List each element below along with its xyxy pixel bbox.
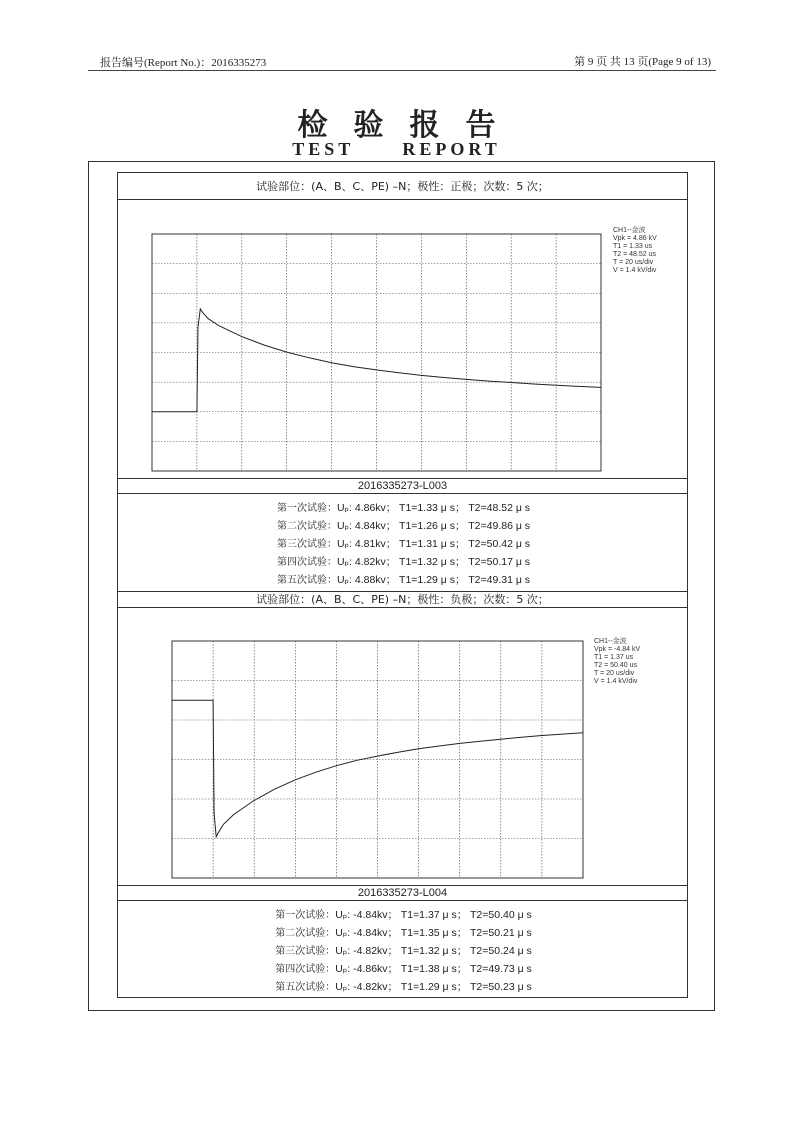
section-1-plot-box: [117, 199, 688, 479]
section-1-heading: 试验部位：(A、B、C、PE) –N；极性：正极；次数：5 次；: [117, 172, 688, 200]
info-line: V = 1.4 kV/div: [594, 678, 638, 685]
test-row: 第四次试验：Uₚ: 4.82kv； T1=1.32 μ s； T2=50.17 μ s: [276, 556, 531, 568]
info-line: T1 = 1.33 us: [613, 243, 653, 250]
section-1-tests: [117, 493, 688, 592]
test-row: 第一次试验：Uₚ: -4.84kv； T1=1.37 μ s； T2=50.40 μ s: [275, 909, 532, 921]
chart-1-info: [613, 227, 657, 275]
section-2-tests: [117, 900, 688, 998]
test-row: 第四次试验：Uₚ: -4.86kv； T1=1.38 μ s； T2=49.73 μ s: [275, 963, 532, 975]
info-line: T1 = 1.37 us: [594, 654, 634, 661]
test-row: 第二次试验：Uₚ: 4.84kv； T1=1.26 μ s； T2=49.86 μ s: [276, 520, 531, 532]
report-number: 报告编号(Report No.)：2016335273: [100, 57, 267, 69]
page-indicator: 第 9 页 共 13 页(Page 9 of 13): [574, 56, 711, 68]
chart-2-info: [594, 638, 640, 686]
info-line: T = 20 us/div: [594, 670, 635, 677]
page-title-en: TEST REPORT: [292, 139, 501, 159]
info-line: T2 = 50.40 us: [594, 662, 638, 669]
info-line: Vpk = -4.84 kV: [594, 646, 641, 653]
header-rule: [88, 70, 716, 71]
info-line: CH1--金波: [613, 227, 646, 234]
test-row: 第五次试验：Uₚ: -4.82kv； T1=1.29 μ s； T2=50.23 μ s: [275, 981, 532, 993]
info-line: T = 20 us/div: [613, 259, 654, 266]
chart-positive: [118, 200, 687, 478]
test-row: 第三次试验：Uₚ: -4.82kv； T1=1.32 μ s； T2=50.24 μ s: [275, 945, 532, 957]
info-line: CH1--金波: [594, 638, 627, 645]
test-row: 第一次试验：Uₚ: 4.86kv； T1=1.33 μ s； T2=48.52 μ s: [276, 502, 531, 514]
info-line: T2 = 48.52 us: [613, 251, 657, 258]
info-line: V = 1.4 kV/div: [613, 267, 657, 274]
test-row: 第三次试验：Uₚ: 4.81kv； T1=1.31 μ s； T2=50.42 μ s: [276, 538, 531, 550]
info-line: Vpk = 4.86 kV: [613, 235, 657, 242]
section-2-sample-id: 2016335273-L004: [117, 885, 688, 901]
section-2-heading: 试验部位：(A、B、C、PE) –N；极性：负极；次数：5 次；: [117, 591, 688, 608]
test-row: 第二次试验：Uₚ: -4.84kv； T1=1.35 μ s； T2=50.21 μ s: [275, 927, 532, 939]
test-row: 第五次试验：Uₚ: 4.88kv； T1=1.29 μ s； T2=49.31 μ s: [276, 574, 531, 586]
page-title-zh: 检验报告: [297, 108, 522, 143]
section-1-sample-id: 2016335273-L003: [117, 478, 688, 494]
section-2-plot-box: [117, 607, 688, 886]
